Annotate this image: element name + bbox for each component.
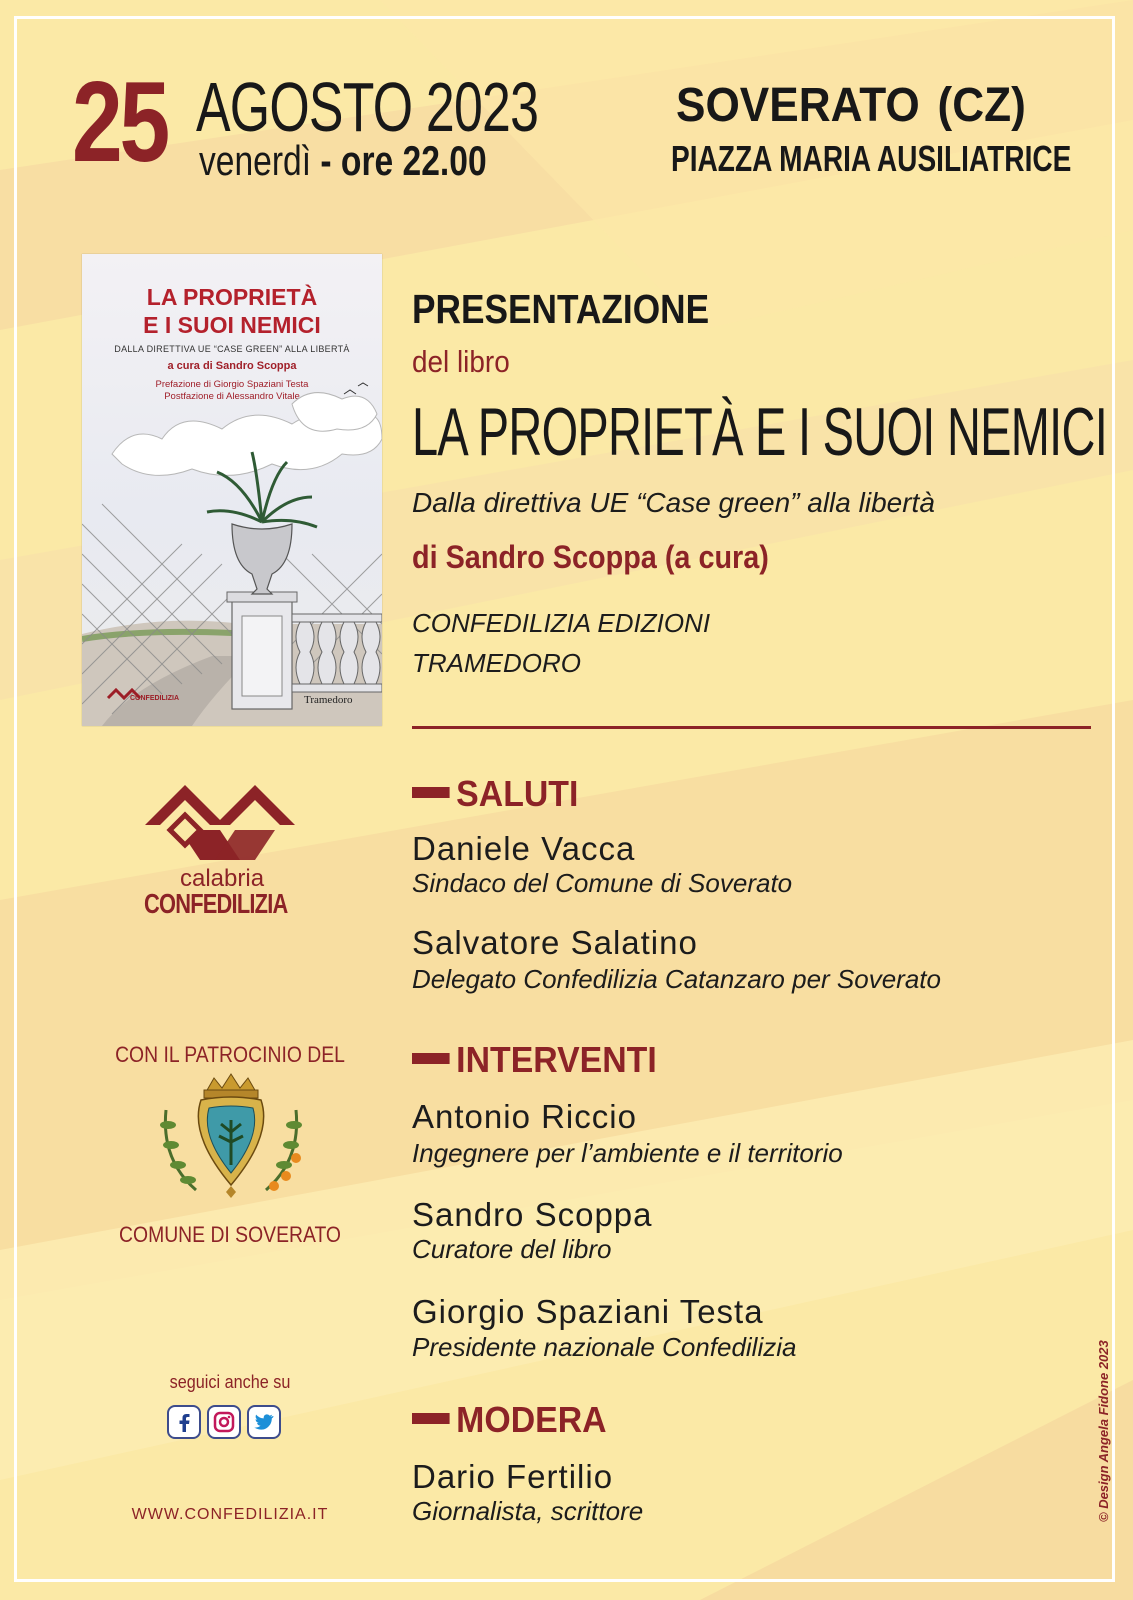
cover-illustration [82, 254, 382, 726]
event-venue: PIAZZA MARIA AUSILIATRICE [671, 138, 1072, 179]
logo-calabria-text: calabria [180, 865, 265, 892]
municipality-label: COMUNE DI SOVERATO [119, 1222, 341, 1247]
section-interventi-label: INTERVENTI [456, 1039, 657, 1080]
section-modera-label: MODERA [456, 1399, 607, 1440]
speaker-name: Giorgio Spaziani Testa [412, 1293, 764, 1330]
section-divider [412, 726, 1091, 729]
patronage-label: CON IL PATROCINIO DEL [115, 1042, 345, 1067]
cover-title-line1: LA PROPRIETÀ [146, 284, 318, 310]
cover-title-line2: E I SUOI NEMICI [143, 312, 321, 338]
publisher-line2: TRAMEDORO [412, 648, 581, 678]
event-city: SOVERATO (CZ) [676, 79, 1026, 132]
event-day-number: 25 [72, 59, 168, 186]
speaker-name: Sandro Scoppa [412, 1196, 653, 1233]
facebook-icon[interactable] [167, 1405, 201, 1439]
section-interventi [412, 1039, 657, 1080]
soverato-coat-of-arms-icon [146, 1070, 316, 1210]
social-links [167, 1405, 281, 1439]
speaker-name: Daniele Vacca [412, 830, 636, 867]
cover-publisher-logo: CONFEDILIZIA [130, 695, 179, 702]
cover-preface: Prefazione di Giorgio Spaziani Testa [155, 379, 309, 390]
speaker-role: Delegato Confedilizia Catanzaro per Soverato [412, 964, 941, 994]
speaker-role: Curatore del libro [412, 1234, 612, 1264]
speaker-role: Presidente nazionale Confedilizia [412, 1332, 797, 1362]
cover-publisher: Tramedoro [304, 694, 353, 706]
of-the-book-label: del libro [412, 344, 510, 379]
speaker-role: Giornalista, scrittore [412, 1496, 644, 1526]
confedilizia-logo-icon [140, 775, 310, 870]
book-subtitle: Dalla direttiva UE “Case green” alla libertà [412, 487, 935, 518]
speaker-name: Salvatore Salatino [412, 924, 698, 961]
presentation-heading: PRESENTAZIONE [412, 286, 710, 332]
speaker-name: Antonio Riccio [412, 1098, 637, 1135]
design-credit: © Design Angela Fidone 2023 [1096, 1340, 1111, 1522]
cover-author: a cura di Sandro Scoppa [167, 360, 297, 372]
cover-postface: Postfazione di Alessandro Vitale [164, 391, 300, 402]
twitter-icon[interactable] [247, 1405, 281, 1439]
weekday: venerdì [199, 137, 312, 184]
speaker-role: Ingegnere per l’ambiente e il territorio [412, 1138, 843, 1168]
book-cover [82, 254, 382, 726]
speaker-role: Sindaco del Comune di Soverato [412, 868, 793, 898]
website-link[interactable]: WWW.CONFEDILIZIA.IT [131, 1506, 329, 1523]
publisher-line1: CONFEDILIZIA EDIZIONI [412, 608, 711, 638]
event-month-year: AGOSTO 2023 [196, 68, 539, 146]
logo-confedilizia-text: CONFEDILIZIA [144, 888, 288, 919]
section-saluti [412, 773, 579, 814]
time-text: - ore 22.00 [320, 137, 487, 184]
cover-subtitle: DALLA DIRETTIVA UE “CASE GREEN” ALLA LIBERTÀ [114, 344, 350, 354]
section-saluti-label: SALUTI [456, 773, 579, 814]
instagram-icon[interactable] [207, 1405, 241, 1439]
book-author: di Sandro Scoppa (a cura) [412, 539, 769, 575]
dash-marker [412, 1413, 450, 1424]
event-time [199, 137, 487, 184]
dash-marker [412, 787, 450, 798]
follow-us-label: seguici anche su [169, 1372, 291, 1392]
section-modera [412, 1399, 607, 1440]
book-title: LA PROPRIETÀ E I SUOI NEMICI [412, 394, 1108, 470]
speaker-name: Dario Fertilio [412, 1458, 614, 1495]
